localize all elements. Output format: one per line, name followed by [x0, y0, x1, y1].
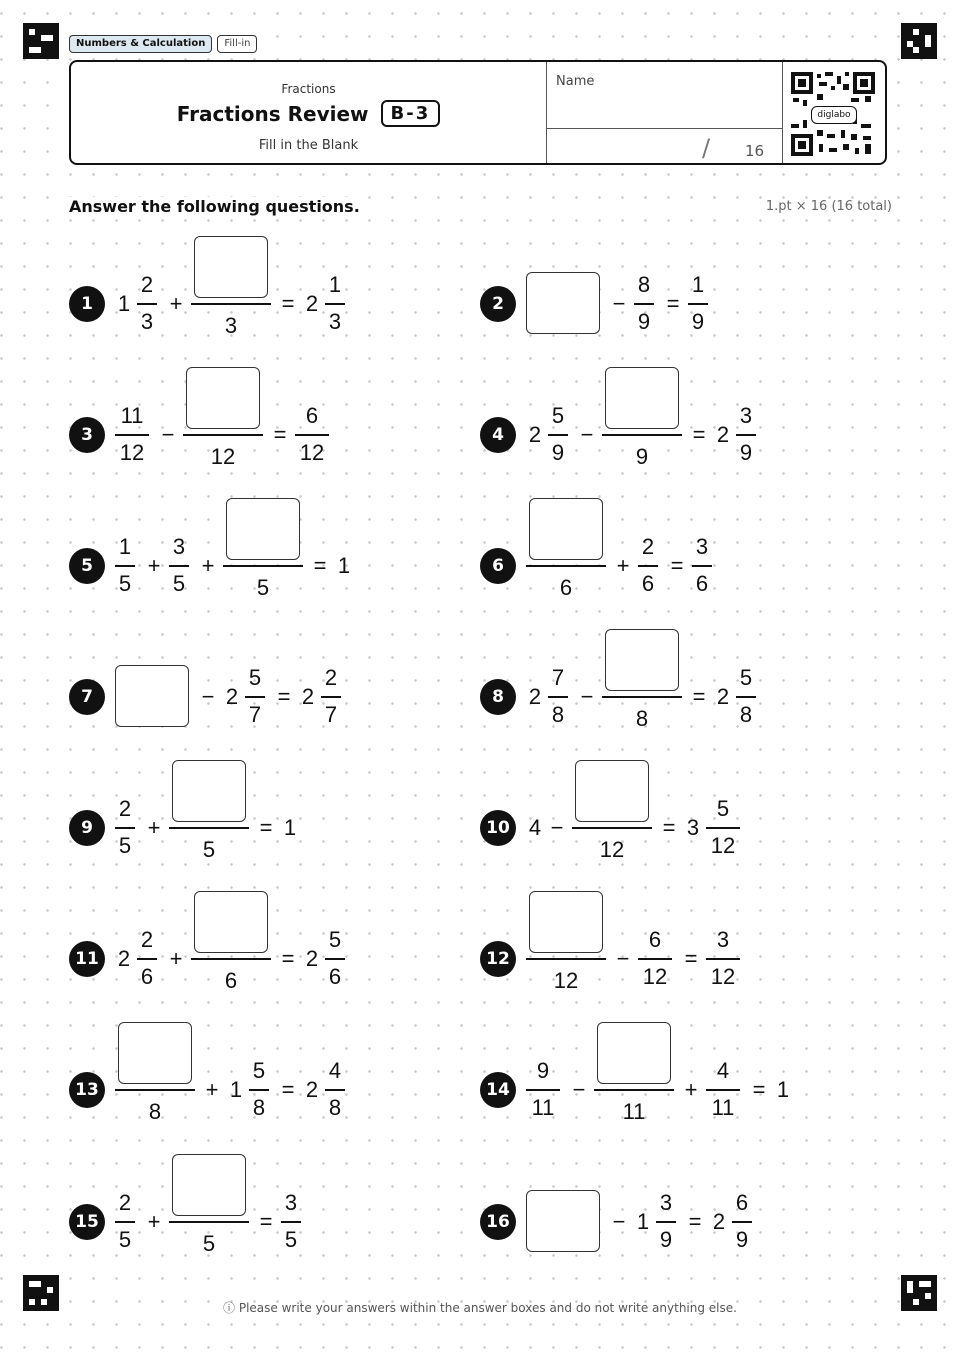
fraction-bar — [602, 434, 682, 436]
subject-label: Fractions — [281, 82, 336, 96]
denominator: 9 — [659, 1227, 673, 1252]
answer-box[interactable] — [529, 891, 603, 953]
fraction-bar — [137, 958, 157, 960]
worksheet-code: B-3 — [381, 100, 441, 127]
denominator: 6 — [559, 575, 573, 600]
whole-number: 2 — [528, 422, 542, 447]
operator: = — [666, 291, 680, 316]
numerator: 2 — [118, 1190, 132, 1215]
operator: = — [259, 1209, 273, 1234]
whole-number: 2 — [712, 1209, 726, 1234]
fraction-bar — [169, 827, 249, 829]
qr-code-icon — [791, 72, 875, 156]
fraction-bar — [732, 1221, 752, 1223]
operator: − — [572, 1077, 586, 1102]
operator: = — [281, 946, 295, 971]
whole-number: 2 — [528, 684, 542, 709]
numerator: 2 — [140, 272, 154, 297]
title-row — [71, 100, 546, 127]
denominator: 7 — [324, 702, 338, 727]
numerator: 3 — [284, 1190, 298, 1215]
numerator: 7 — [551, 665, 565, 690]
denominator: 5 — [118, 1227, 132, 1252]
operator: = — [259, 815, 273, 840]
instructions: Answer the following questions. — [69, 197, 364, 216]
numerator: 3 — [695, 534, 709, 559]
numerator: 4 — [716, 1058, 730, 1083]
fraction-bar — [115, 565, 135, 567]
denominator: 6 — [328, 964, 342, 989]
worksheet-header — [69, 60, 887, 165]
whole-number: 2 — [301, 684, 315, 709]
mode-label: Fill in the Blank — [258, 138, 359, 153]
answer-box[interactable] — [194, 891, 268, 953]
fraction-bar — [249, 1089, 269, 1091]
operator: + — [147, 553, 161, 578]
answer-box[interactable] — [118, 1022, 192, 1084]
answer-box[interactable] — [226, 498, 300, 560]
name-label: Name — [556, 74, 595, 89]
fraction-bar — [526, 565, 606, 567]
numerator: 2 — [118, 796, 132, 821]
whole-number: 2 — [716, 422, 730, 447]
denominator: 5 — [172, 571, 186, 596]
tag-type: Fill-in — [217, 35, 257, 53]
whole-number: 2 — [305, 291, 319, 316]
problem-number: 4 — [480, 417, 516, 453]
problem-number: 3 — [69, 417, 105, 453]
answer-box[interactable] — [172, 760, 246, 822]
answer-box[interactable] — [172, 1154, 246, 1216]
operator: = — [281, 1077, 295, 1102]
operator: = — [273, 422, 287, 447]
problem-number: 6 — [480, 548, 516, 584]
fraction-bar — [295, 434, 329, 436]
denominator: 7 — [248, 702, 262, 727]
numerator: 3 — [739, 403, 753, 428]
fraction-bar — [526, 958, 606, 960]
denominator: 12 — [210, 444, 236, 469]
denominator: 6 — [695, 571, 709, 596]
answer-box[interactable] — [186, 367, 260, 429]
numerator: 5 — [716, 796, 730, 821]
numerator: 3 — [659, 1190, 673, 1215]
operator: − — [580, 684, 594, 709]
operator: = — [662, 815, 676, 840]
operator: + — [169, 946, 183, 971]
fraction-bar — [325, 1089, 345, 1091]
fraction-bar — [115, 1221, 135, 1223]
fraction-bar — [736, 434, 756, 436]
problem-number: 14 — [480, 1072, 516, 1108]
whole-number: 3 — [686, 815, 700, 840]
numerator: 5 — [248, 665, 262, 690]
fraction-bar — [321, 696, 341, 698]
operator: − — [550, 815, 564, 840]
answer-box[interactable] — [194, 236, 268, 298]
numerator: 1 — [118, 534, 132, 559]
fraction-bar — [137, 303, 157, 305]
problem-number: 8 — [480, 679, 516, 715]
fraction-bar — [656, 1221, 676, 1223]
footer-note: ⓘ Please write your answers within the answer boxes and do not write anything else. — [223, 1301, 737, 1315]
denominator: 5 — [202, 837, 216, 862]
operator: − — [161, 422, 175, 447]
denominator: 9 — [735, 1227, 749, 1252]
problem-number: 10 — [480, 810, 516, 846]
numerator: 3 — [716, 927, 730, 952]
denominator: 12 — [119, 440, 145, 465]
numerator: 6 — [735, 1190, 749, 1215]
numerator: 8 — [637, 272, 651, 297]
denominator: 12 — [553, 968, 579, 993]
denominator: 12 — [299, 440, 325, 465]
denominator: 9 — [635, 444, 649, 469]
operator: + — [684, 1077, 698, 1102]
operator: − — [612, 291, 626, 316]
fraction-bar — [183, 434, 263, 436]
denominator: 9 — [739, 440, 753, 465]
fraction-bar — [325, 303, 345, 305]
numerator: 4 — [328, 1058, 342, 1083]
whole-number: 2 — [225, 684, 239, 709]
numerator: 5 — [328, 927, 342, 952]
operator: + — [616, 553, 630, 578]
operator: = — [313, 553, 327, 578]
denominator: 8 — [551, 702, 565, 727]
corner-marker-top-right — [901, 23, 937, 59]
whole-number: 2 — [305, 946, 319, 971]
answer-box[interactable] — [529, 498, 603, 560]
operator: = — [281, 291, 295, 316]
operator: − — [580, 422, 594, 447]
answer-box[interactable] — [597, 1022, 671, 1084]
fraction-bar — [281, 1221, 301, 1223]
answer-box[interactable] — [575, 760, 649, 822]
points-info: 1.pt × 16 (16 total) — [765, 199, 892, 214]
fraction-bar — [548, 434, 568, 436]
fraction-bar — [594, 1089, 674, 1091]
operator: − — [616, 946, 630, 971]
denominator: 11 — [531, 1095, 555, 1120]
qr-brand-label: diglabo — [811, 106, 857, 124]
denominator: 8 — [148, 1099, 162, 1124]
whole-number: 2 — [305, 1077, 319, 1102]
numerator: 6 — [648, 927, 662, 952]
problem-number: 16 — [480, 1204, 516, 1240]
answer-box[interactable] — [115, 665, 189, 727]
operator: = — [752, 1077, 766, 1102]
operator: = — [277, 684, 291, 709]
denominator: 6 — [140, 964, 154, 989]
numerator: 2 — [324, 665, 338, 690]
denominator: 11 — [711, 1095, 735, 1120]
operator: + — [147, 815, 161, 840]
fraction-bar — [706, 958, 740, 960]
denominator: 8 — [252, 1095, 266, 1120]
denominator: 8 — [739, 702, 753, 727]
title-block — [71, 62, 546, 163]
tag-list — [69, 35, 257, 53]
problem-number: 7 — [69, 679, 105, 715]
fraction-bar — [191, 958, 271, 960]
answer-box[interactable] — [526, 272, 600, 334]
fraction-bar — [169, 565, 189, 567]
denominator: 3 — [224, 313, 238, 338]
problem-number: 11 — [69, 941, 105, 977]
answer-box[interactable] — [605, 367, 679, 429]
problem-number: 13 — [69, 1072, 105, 1108]
corner-marker-top-left — [23, 23, 59, 59]
tag-category: Numbers & Calculation — [69, 35, 212, 53]
whole-number: 1 — [636, 1209, 650, 1234]
answer-box[interactable] — [605, 629, 679, 691]
denominator: 5 — [256, 575, 270, 600]
fraction-bar — [223, 565, 303, 567]
fraction-bar — [736, 696, 756, 698]
fraction-bar — [572, 827, 652, 829]
fraction-bar — [115, 1089, 195, 1091]
denominator: 5 — [118, 571, 132, 596]
denominator: 3 — [140, 309, 154, 334]
fraction-bar — [325, 958, 345, 960]
numerator: 9 — [536, 1058, 550, 1083]
name-score-block — [546, 62, 783, 163]
fraction-bar — [692, 565, 712, 567]
denominator: 11 — [622, 1099, 646, 1124]
problem-number: 2 — [480, 286, 516, 322]
denominator: 6 — [641, 571, 655, 596]
whole-number: 1 — [229, 1077, 243, 1102]
operator: = — [670, 553, 684, 578]
denominator: 9 — [551, 440, 565, 465]
fraction-bar — [638, 958, 672, 960]
worksheet-title: Fractions Review — [176, 101, 369, 126]
operator: = — [684, 946, 698, 971]
denominator: 8 — [635, 706, 649, 731]
numerator: 3 — [172, 534, 186, 559]
problem-number: 12 — [480, 941, 516, 977]
whole-number: 2 — [716, 684, 730, 709]
name-divider — [547, 128, 782, 129]
problem-number: 9 — [69, 810, 105, 846]
fraction-bar — [688, 303, 708, 305]
fraction-bar — [638, 565, 658, 567]
numerator: 5 — [739, 665, 753, 690]
fraction-bar — [706, 1089, 740, 1091]
operator: + — [201, 553, 215, 578]
denominator: 3 — [328, 309, 342, 334]
answer-box[interactable] — [526, 1190, 600, 1252]
operator: + — [205, 1077, 219, 1102]
whole-number: 1 — [776, 1077, 790, 1102]
fraction-bar — [245, 696, 265, 698]
numerator: 1 — [691, 272, 705, 297]
operator: = — [692, 684, 706, 709]
denominator: 12 — [599, 837, 625, 862]
numerator: 11 — [120, 403, 144, 428]
problem-number: 5 — [69, 548, 105, 584]
fraction-bar — [602, 696, 682, 698]
operator: = — [692, 422, 706, 447]
denominator: 9 — [637, 309, 651, 334]
operator: − — [201, 684, 215, 709]
denominator: 6 — [224, 968, 238, 993]
fraction-bar — [634, 303, 654, 305]
whole-number: 2 — [117, 946, 131, 971]
problem-number: 1 — [69, 286, 105, 322]
numerator: 6 — [305, 403, 319, 428]
fraction-bar — [115, 434, 149, 436]
whole-number: 1 — [337, 553, 351, 578]
fraction-bar — [548, 696, 568, 698]
fraction-bar — [115, 827, 135, 829]
denominator: 9 — [691, 309, 705, 334]
denominator: 12 — [642, 964, 668, 989]
whole-number: 1 — [283, 815, 297, 840]
denominator: 5 — [118, 833, 132, 858]
numerator: 5 — [551, 403, 565, 428]
whole-number: 1 — [117, 291, 131, 316]
problem-number: 15 — [69, 1204, 105, 1240]
whole-number: 4 — [528, 815, 542, 840]
denominator: 12 — [710, 833, 736, 858]
denominator: 5 — [202, 1231, 216, 1256]
numerator: 1 — [328, 272, 342, 297]
fraction-bar — [526, 1089, 560, 1091]
fraction-bar — [706, 827, 740, 829]
denominator: 12 — [710, 964, 736, 989]
operator: + — [147, 1209, 161, 1234]
denominator: 5 — [284, 1227, 298, 1252]
operator: = — [688, 1209, 702, 1234]
numerator: 2 — [140, 927, 154, 952]
numerator: 2 — [641, 534, 655, 559]
fraction-bar — [191, 303, 271, 305]
operator: − — [612, 1209, 626, 1234]
operator: + — [169, 291, 183, 316]
score-total: 16 — [745, 142, 765, 160]
score-slash: / — [702, 134, 711, 162]
numerator: 5 — [252, 1058, 266, 1083]
denominator: 8 — [328, 1095, 342, 1120]
fraction-bar — [169, 1221, 249, 1223]
